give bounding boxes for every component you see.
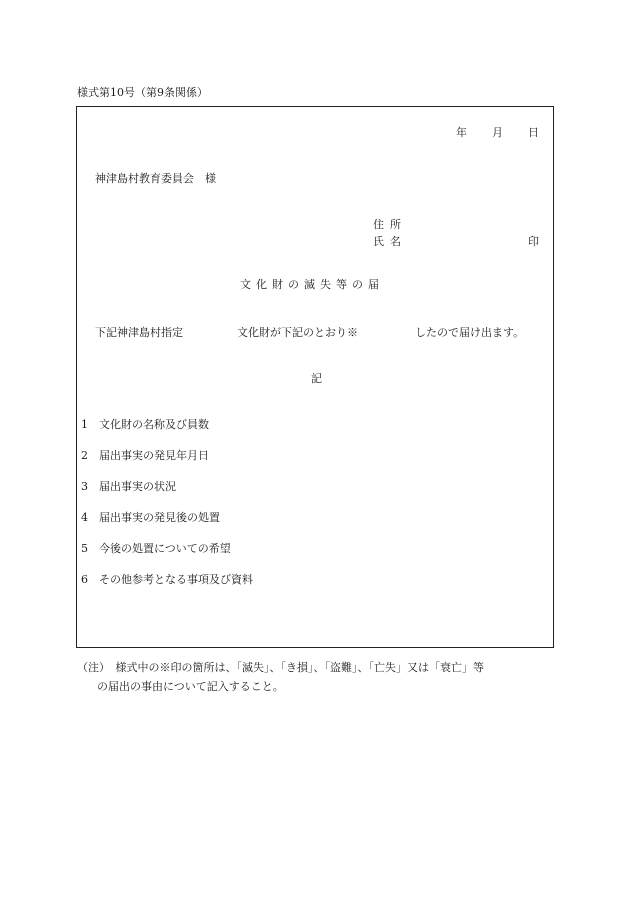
date-month-label: 月	[492, 126, 503, 139]
name-label: 氏名	[373, 235, 407, 248]
body-text-part1: 下記神津島村指定	[95, 326, 183, 339]
item-text: その他参考となる事項及び資料	[99, 573, 253, 586]
note-line-2: の届出の事由について記入すること。	[97, 680, 284, 693]
list-item	[81, 478, 176, 494]
list-item	[81, 509, 220, 525]
address-label: 住所	[373, 218, 407, 231]
item-number: 1	[81, 418, 88, 431]
list-item	[81, 416, 209, 432]
item-number: 2	[81, 449, 88, 462]
seal-mark: 印	[528, 235, 539, 248]
list-item	[81, 540, 231, 556]
date-year-label: 年	[456, 126, 467, 139]
item-text: 届出事実の発見年月日	[99, 449, 209, 462]
list-item	[81, 571, 253, 587]
item-number: 6	[81, 573, 88, 586]
body-text-part2: 文化財が下記のとおり※	[237, 326, 358, 339]
addressee: 神津島村教育委員会 様	[95, 172, 216, 185]
item-number: 3	[81, 480, 88, 493]
item-text: 文化財の名称及び員数	[99, 418, 209, 431]
list-item	[81, 447, 209, 463]
date-day-label: 日	[528, 126, 539, 139]
item-number: 5	[81, 542, 88, 555]
document-title: 文化財の滅失等の届	[240, 278, 384, 291]
form-number: 様式第10号（第9条関係）	[77, 86, 208, 99]
note-line-1: （注） 様式中の※印の箇所は、「滅失」、「き損」、「盗難」、「亡失」又は「衰亡」等	[77, 661, 484, 674]
ki-heading: 記	[311, 372, 322, 385]
item-text: 届出事実の状況	[99, 480, 176, 493]
body-text-part3: したので届け出ます。	[415, 326, 525, 339]
item-number: 4	[81, 511, 88, 524]
item-text: 届出事実の発見後の処置	[99, 511, 220, 524]
item-text: 今後の処置についての希望	[99, 542, 231, 555]
